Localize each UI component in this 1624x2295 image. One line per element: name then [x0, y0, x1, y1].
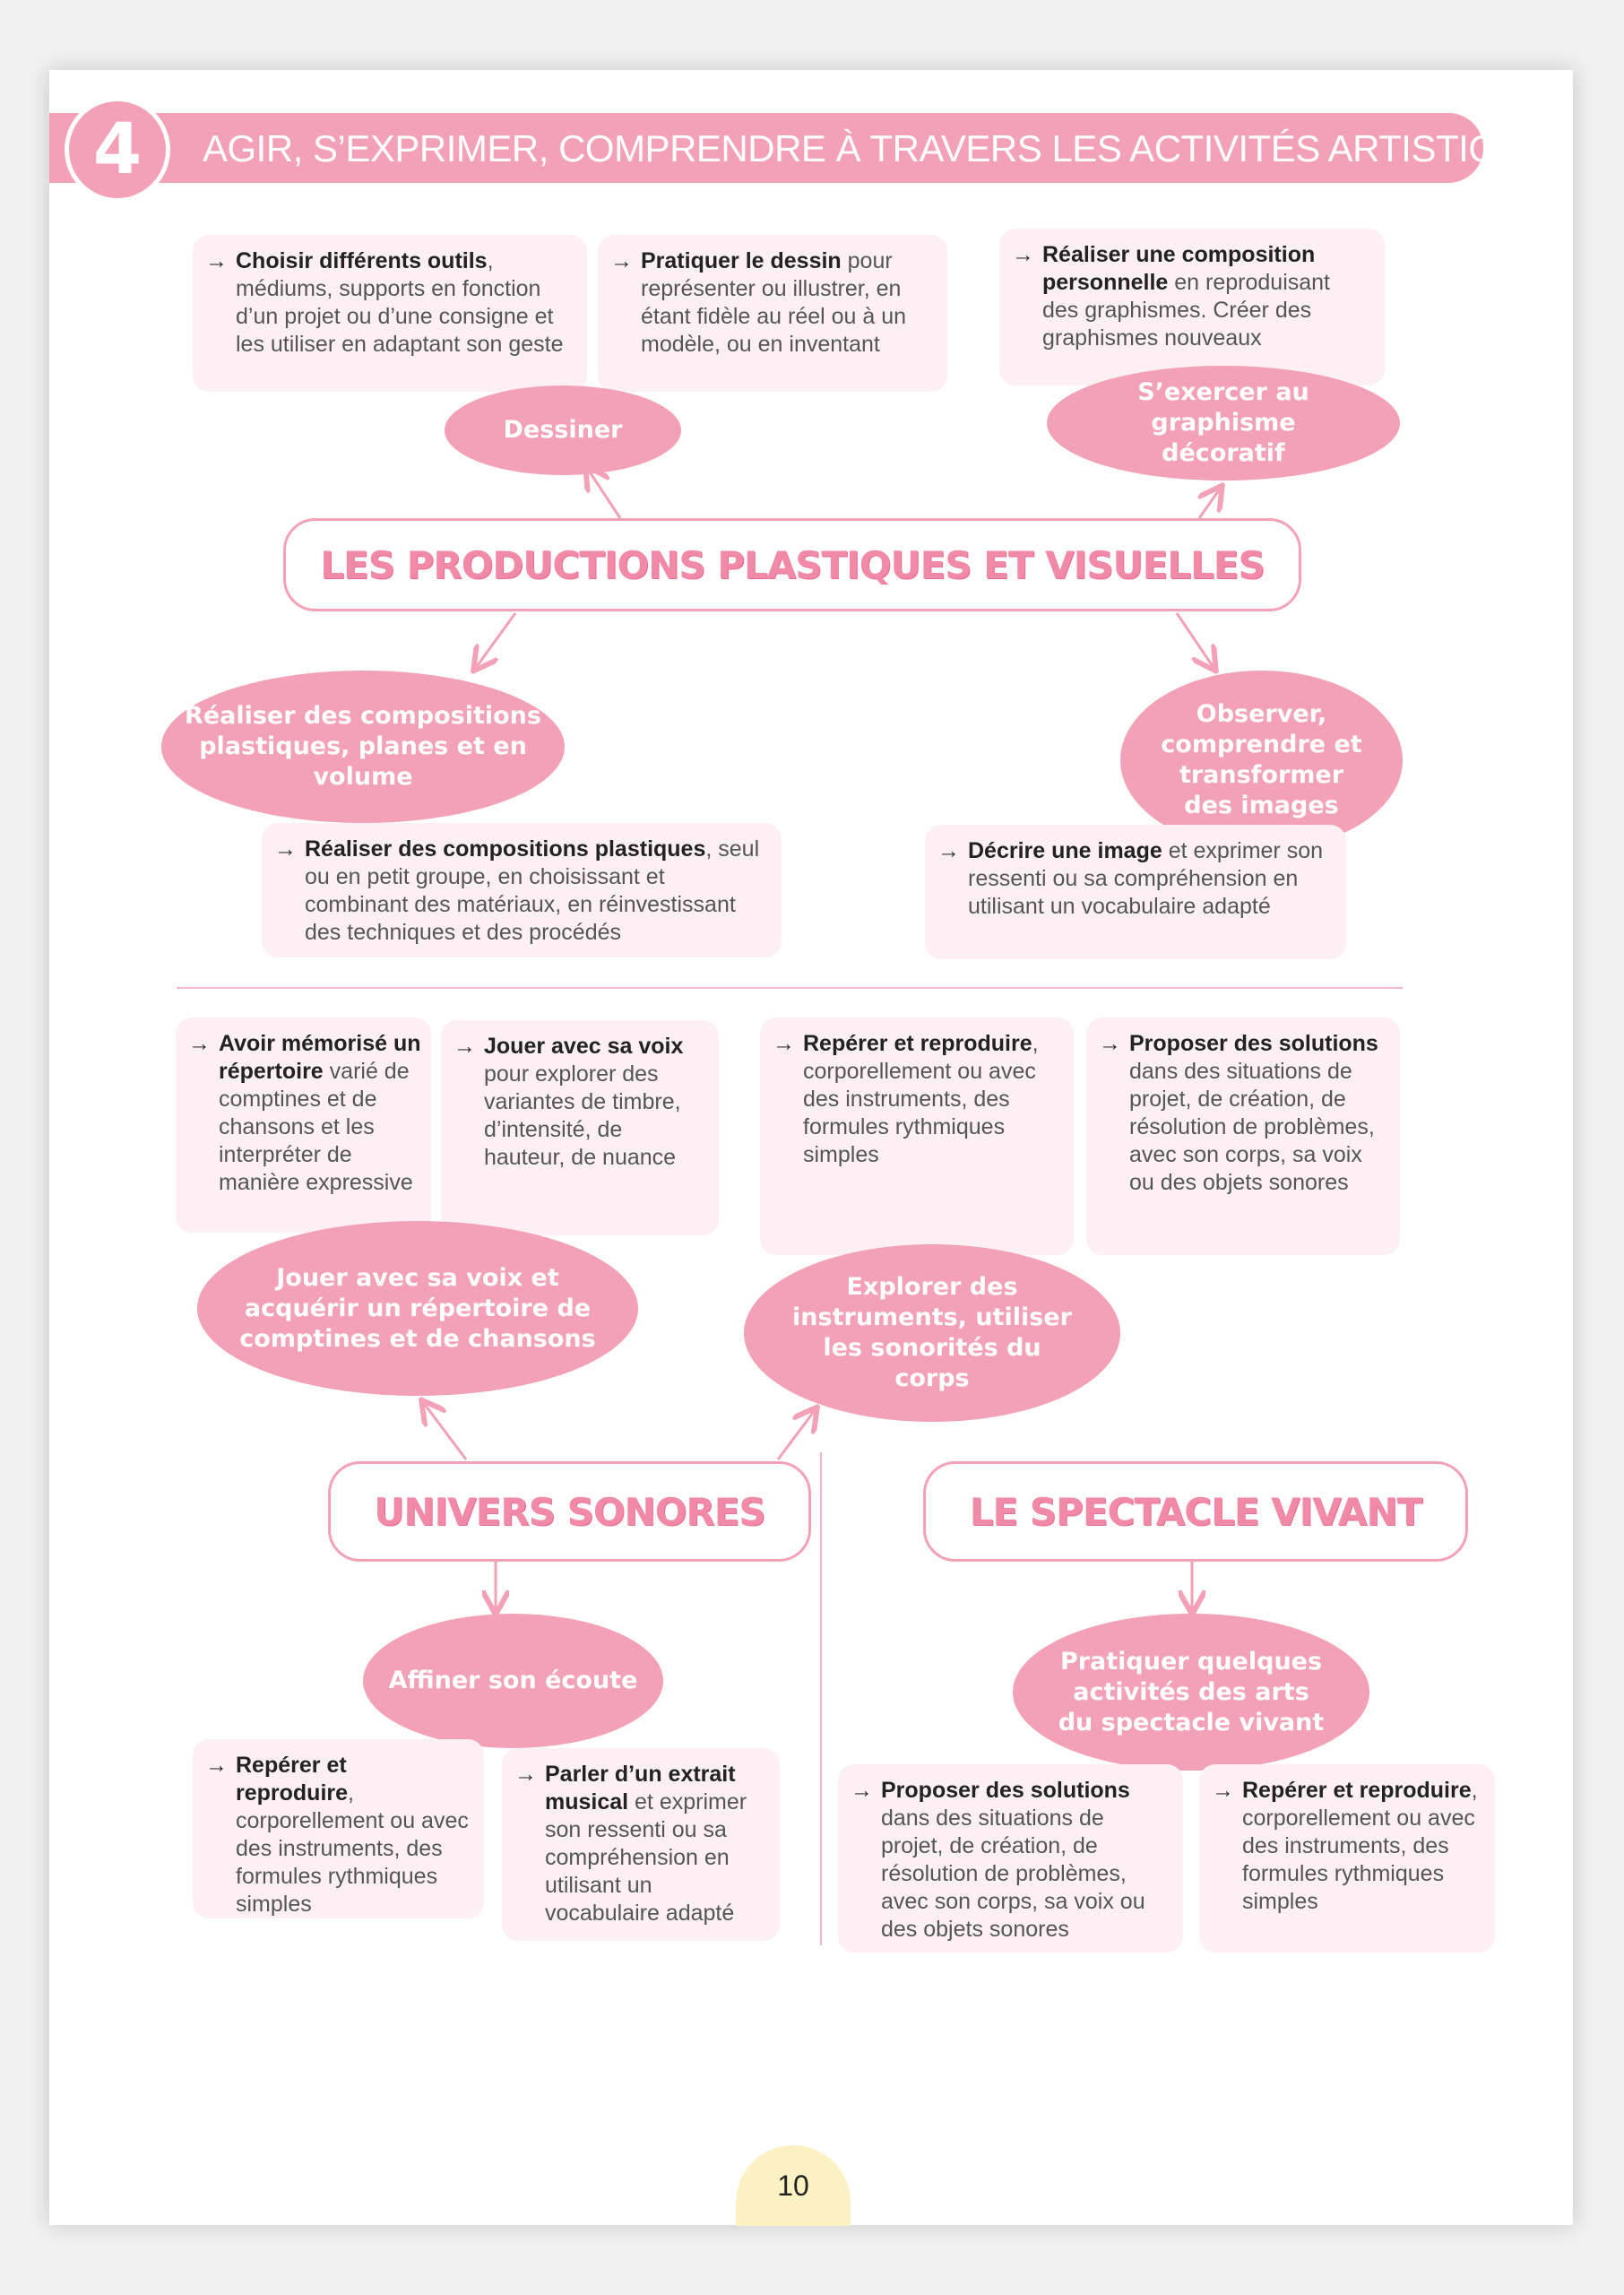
info-box-text: et exprimer son ressenti ou sa compréhension en utilisant un vocabulaire adapté [545, 1789, 747, 1926]
arrow-right-icon: → [205, 248, 228, 273]
arrow-right-icon: → [454, 1034, 476, 1059]
bubble-graphisme: S’exercer au graphisme décoratif [1047, 366, 1400, 481]
info-box-heading: Proposer des solutions [1129, 1031, 1378, 1056]
info-box-text: et exprimer son ressenti ou sa compréhension en utilisant un vocabulaire adapté [968, 838, 1324, 919]
arrow-right-icon: → [188, 1031, 211, 1056]
arrow-to-instruments [778, 1409, 816, 1459]
info-box-jouer-voix [441, 1020, 719, 1235]
arrow-to-compositions [475, 613, 515, 669]
info-box-heading: Décrire une image [968, 838, 1162, 863]
info-box-heading: Parler d’un extrait musical [545, 1762, 736, 1814]
info-box-heading: Repérer et reproduire [803, 1031, 1032, 1056]
info-box-heading: Repérer et reproduire [1242, 1778, 1472, 1803]
info-box-heading: Choisir différents outils [236, 248, 488, 273]
bubble-arts-spectacle: Pratiquer quelques activités des arts du spectacle vivant [1013, 1614, 1369, 1771]
info-box-decrire-image [925, 825, 1346, 959]
info-box-heading: Réaliser une composition personnelle [1042, 242, 1316, 295]
info-box-reperer-reproduire [760, 1018, 1074, 1255]
arrow-right-icon: → [1212, 1778, 1234, 1803]
arrow-to-voix [423, 1402, 466, 1459]
info-box-text: dans des situations de projet, de création, de résolution de problèmes, avec son corps, sa voix ou des objets sonores [881, 1806, 1145, 1942]
bubble-affiner-ecoute: Affiner son écoute [363, 1614, 663, 1748]
info-box-text: , seul ou en petit groupe, en choisissant et combinant des matériaux, en réinvestissant des techniques et des procédés [305, 836, 760, 945]
bubble-instruments: Explorer des instruments, utiliser les sonorités du corps [744, 1244, 1120, 1422]
info-box-heading: Avoir mémorisé un répertoire [219, 1031, 421, 1084]
page-number: 10 [736, 2145, 851, 2226]
title-spectacle-vivant: LE SPECTACLE VIVANT [923, 1461, 1468, 1562]
arrow-right-icon: → [610, 248, 633, 273]
arrow-right-icon: → [937, 838, 960, 863]
arrow-right-icon: → [773, 1031, 795, 1056]
bubble-images: Observer, comprendre et transformer des images [1120, 671, 1403, 850]
info-box-proposer-solutions [1086, 1018, 1400, 1255]
bubble-voix-comptines: Jouer avec sa voix et acquérir un répertoire de comptines et de chansons [197, 1221, 638, 1396]
arrow-right-icon: → [1012, 242, 1034, 267]
info-box-spectacle-reperer [1199, 1764, 1495, 1953]
info-box-composition-personnelle [999, 229, 1385, 385]
info-box-heading: Réaliser des compositions plastiques [305, 836, 706, 862]
section-divider [177, 987, 1403, 989]
title-productions-plastiques: LES PRODUCTIONS PLASTIQUES ET VISUELLES [283, 518, 1301, 611]
arrow-to-images [1177, 613, 1214, 669]
info-box-compositions-plastiques [262, 823, 782, 957]
arrow-to-graphisme [1199, 488, 1221, 518]
section-number-badge: 4 [65, 97, 170, 203]
info-box-heading: Pratiquer le dessin [641, 248, 842, 273]
arrow-right-icon: → [851, 1778, 873, 1803]
bubble-compositions: Réaliser des compositions plastiques, planes et en volume [161, 671, 565, 823]
info-box-pratiquer-dessin [598, 235, 947, 392]
info-box-ecoute-reperer [193, 1739, 484, 1918]
info-box-text: dans des situations de projet, de création, de résolution de problèmes, avec son corps, sa voix ou des objets sonores [1129, 1059, 1375, 1195]
arrow-right-icon: → [205, 1753, 228, 1778]
info-box-text: , corporellement ou avec des instruments, des formules rythmiques simples [1242, 1778, 1478, 1914]
info-box-text: pour explorer des variantes de timbre, d’intensité, de hauteur, de nuance [484, 1061, 681, 1170]
arrow-right-icon: → [274, 836, 297, 862]
info-box-repertoire [176, 1018, 431, 1233]
column-divider [820, 1452, 822, 1945]
info-box-heading: Jouer avec sa voix [484, 1034, 684, 1059]
title-univers-sonores: UNIVERS SONORES [328, 1461, 811, 1562]
arrow-to-dessiner [587, 468, 620, 518]
bubble-dessiner: Dessiner [445, 385, 681, 475]
info-box-text: varié de comptines et de chansons et les interpréter de manière expressive [219, 1059, 413, 1195]
info-box-text: , médiums, supports en fonction d’un projet ou d’une consigne et les utiliser en adaptant son geste [236, 248, 564, 357]
arrow-right-icon: → [514, 1762, 537, 1787]
info-box-text: , corporellement ou avec des instruments, des formules rythmiques simples [236, 1780, 469, 1917]
info-box-spectacle-solutions [838, 1764, 1183, 1953]
arrow-right-icon: → [1099, 1031, 1121, 1056]
info-box-text: pour représenter ou illustrer, en étant fidèle au réel ou à un modèle, ou en inventant [641, 248, 907, 357]
info-box-extrait-musical [502, 1748, 780, 1941]
page-title: AGIR, S’EXPRIMER, COMPRENDRE À TRAVERS LES ACTIVITÉS ARTISTIQUES [203, 127, 1574, 169]
info-box-text: , corporellement ou avec des instruments, des formules rythmiques simples [803, 1031, 1039, 1167]
info-box-choisir-outils [193, 235, 587, 392]
info-box-heading: Repérer et reproduire [236, 1753, 349, 1806]
info-box-text: en reproduisant des graphismes. Créer des graphismes nouveaux [1042, 270, 1331, 351]
info-box-heading: Proposer des solutions [881, 1778, 1130, 1803]
